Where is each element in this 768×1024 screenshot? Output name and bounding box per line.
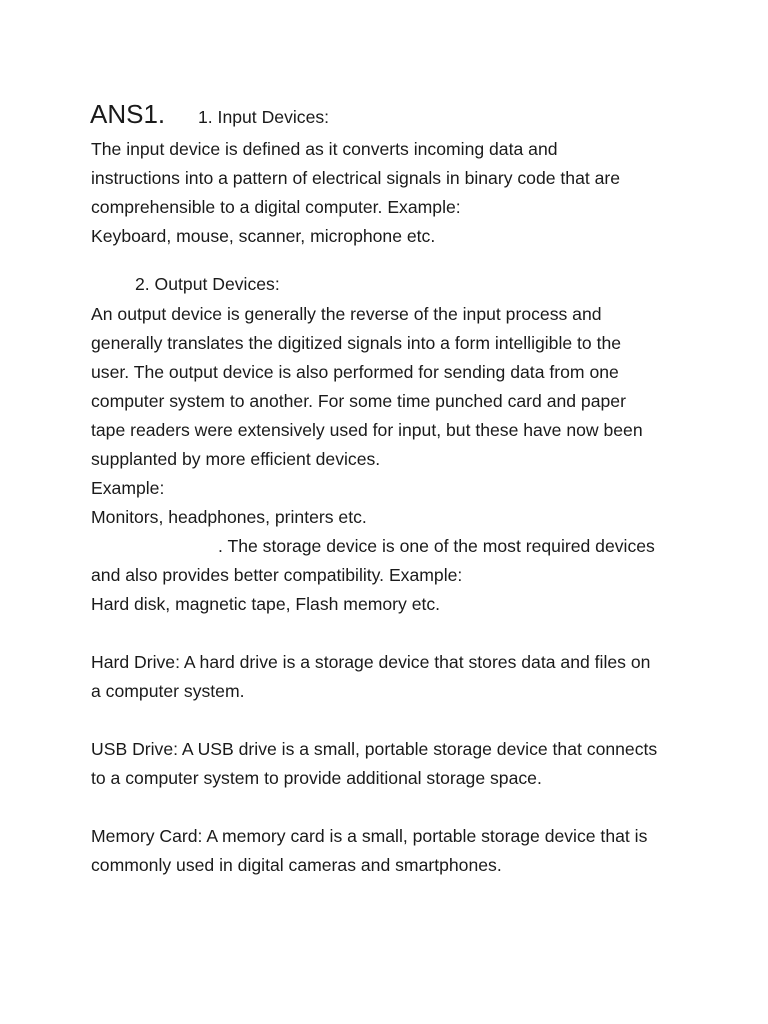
- hard-drive-line-2: a computer system.: [91, 681, 245, 701]
- memory-card-line-2: commonly used in digital cameras and smartphones.: [91, 855, 502, 875]
- output-line-8: Monitors, headphones, printers etc.: [91, 507, 367, 527]
- input-line-3: comprehensible to a digital computer. Example:: [91, 197, 461, 217]
- output-line-3: user. The output device is also performed for sending data from one: [91, 362, 619, 382]
- output-line-1: An output device is generally the reverse of the input process and: [91, 304, 602, 324]
- storage-line-1: . The storage device is one of the most required devices: [218, 536, 655, 556]
- output-line-2: generally translates the digitized signals into a form intelligible to the: [91, 333, 622, 353]
- input-line-4: Keyboard, mouse, scanner, microphone etc.: [91, 226, 436, 246]
- output-line-5: tape readers were extensively used for input, but these have now been: [91, 420, 643, 440]
- storage-line-2: and also provides better compatibility. Example:: [91, 565, 463, 585]
- memory-card-line-1: Memory Card: A memory card is a small, portable storage device that is: [91, 826, 648, 846]
- storage-line-3: Hard disk, magnetic tape, Flash memory etc.: [91, 594, 441, 614]
- input-devices-heading: 1. Input Devices:: [198, 107, 330, 127]
- answer-label: ANS1.: [90, 99, 166, 129]
- output-devices-heading: 2. Output Devices:: [135, 274, 280, 294]
- output-line-6: supplanted by more efficient devices.: [91, 449, 381, 469]
- input-line-2: instructions into a pattern of electrical signals in binary code that are: [91, 168, 621, 188]
- output-line-7: Example:: [91, 478, 165, 498]
- input-line-1: The input device is defined as it converts incoming data and: [91, 139, 558, 159]
- hard-drive-line-1: Hard Drive: A hard drive is a storage device that stores data and files on: [91, 652, 651, 672]
- usb-drive-line-1: USB Drive: A USB drive is a small, portable storage device that connects: [91, 739, 658, 759]
- output-line-4: computer system to another. For some time punched card and paper: [91, 391, 626, 411]
- usb-drive-line-2: to a computer system to provide additional storage space.: [91, 768, 542, 788]
